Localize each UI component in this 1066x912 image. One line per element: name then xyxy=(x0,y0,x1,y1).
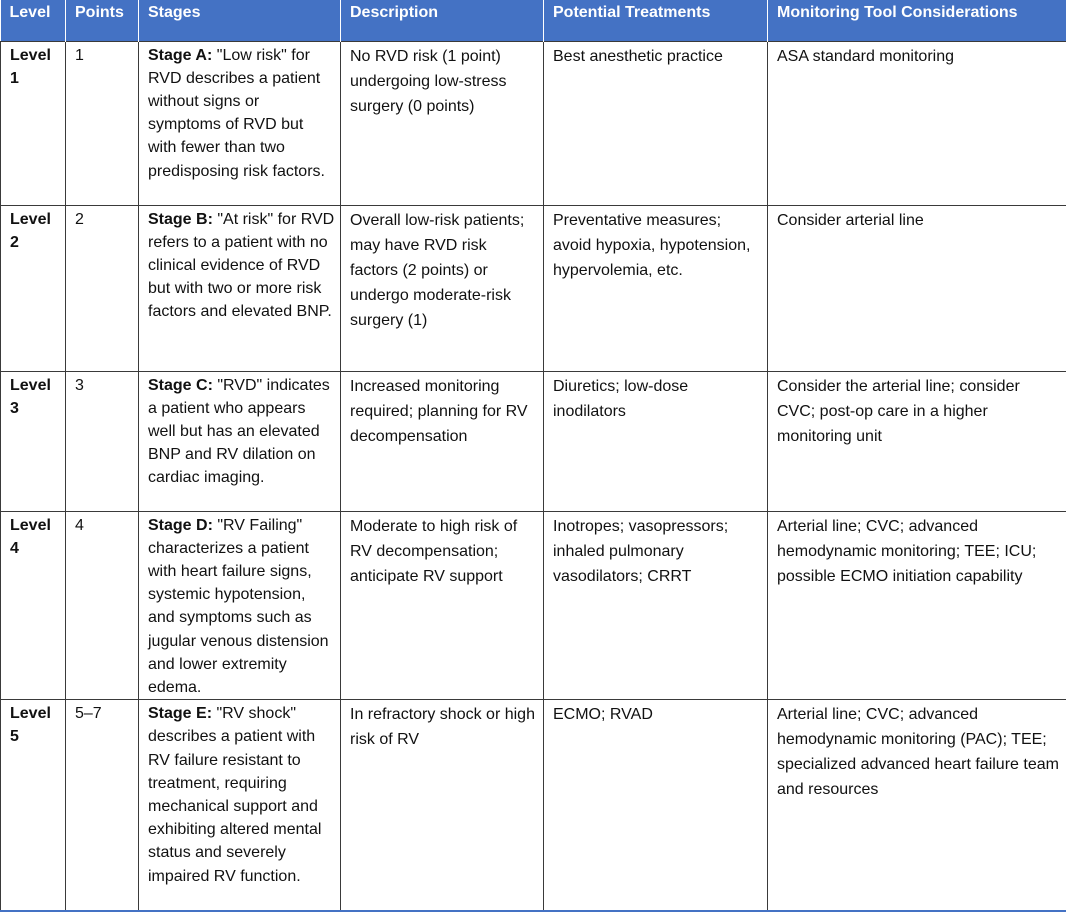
cell-treatments: Inotropes; vasopressors; inhaled pulmonary vasodilators; CRRT xyxy=(544,511,768,700)
cell-monitoring: Arterial line; CVC; advanced hemodynamic monitoring; TEE; ICU; possible ECMO initiation capability xyxy=(768,511,1066,700)
table-row xyxy=(1,511,1066,700)
cell-treatments: Diuretics; low-dose inodilators xyxy=(544,371,768,511)
header-monitoring: Monitoring Tool Considerations xyxy=(768,0,1066,41)
stage-text: "RV shock" describes a patient with RV failure resistant to treatment, requiring mechanical support and exhibiting altered mental status and severely impaired RV function. xyxy=(148,705,321,884)
stage-text: "At risk" for RVD refers to a patient with no clinical evidence of RVD but with two or more risk factors and elevated BNP. xyxy=(148,211,334,321)
table-row xyxy=(1,41,1066,205)
cell-description: Moderate to high risk of RV decompensation; anticipate RV support xyxy=(341,511,544,700)
cell-level: Level 2 xyxy=(1,205,66,371)
table-row xyxy=(1,700,1066,911)
cell-treatments: Preventative measures; avoid hypoxia, hypotension, hypervolemia, etc. xyxy=(544,205,768,371)
cell-description: Overall low-risk patients; may have RVD risk factors (2 points) or undergo moderate-risk surgery (1) xyxy=(341,205,544,371)
header-row xyxy=(1,0,1066,41)
cell-level: Level 3 xyxy=(1,371,66,511)
header-level: Level xyxy=(1,0,66,41)
stage-label: Stage D: xyxy=(148,517,213,534)
stage-label: Stage E: xyxy=(148,705,212,722)
cell-stage xyxy=(139,371,341,511)
cell-level: Level 5 xyxy=(1,700,66,911)
cell-stage xyxy=(139,511,341,700)
stage-label: Stage C: xyxy=(148,377,213,394)
cell-stage xyxy=(139,700,341,911)
cell-level: Level 1 xyxy=(1,41,66,205)
cell-description: No RVD risk (1 point) undergoing low-stress surgery (0 points) xyxy=(341,41,544,205)
stage-label: Stage B: xyxy=(148,211,213,228)
cell-points: 1 xyxy=(66,41,139,205)
cell-points: 4 xyxy=(66,511,139,700)
cell-treatments: ECMO; RVAD xyxy=(544,700,768,911)
stage-label: Stage A: xyxy=(148,47,212,64)
stage-text: "RV Failing" characterizes a patient with heart failure signs, systemic hypotension, and symptoms such as jugular venous distension and lower extremity edema. xyxy=(148,517,329,696)
cell-points: 2 xyxy=(66,205,139,371)
cell-treatments: Best anesthetic practice xyxy=(544,41,768,205)
cell-points: 3 xyxy=(66,371,139,511)
cell-level: Level 4 xyxy=(1,511,66,700)
cell-points: 5–7 xyxy=(66,700,139,911)
cell-stage xyxy=(139,41,341,205)
stage-text: "RVD" indicates a patient who appears well but has an elevated BNP and RV dilation on cardiac imaging. xyxy=(148,377,330,487)
header-stages: Stages xyxy=(139,0,341,41)
cell-monitoring: ASA standard monitoring xyxy=(768,41,1066,205)
header-treatments: Potential Treatments xyxy=(544,0,768,41)
cell-monitoring: Consider arterial line xyxy=(768,205,1066,371)
cell-monitoring: Arterial line; CVC; advanced hemodynamic monitoring (PAC); TEE; specialized advanced heart failure team and resources xyxy=(768,700,1066,911)
stage-text: "Low risk" for RVD describes a patient without signs or symptoms of RVD but with fewer than two predisposing risk factors. xyxy=(148,47,325,180)
cell-description: In refractory shock or high risk of RV xyxy=(341,700,544,911)
cell-description: Increased monitoring required; planning for RV decompensation xyxy=(341,371,544,511)
table-row xyxy=(1,371,1066,511)
header-description: Description xyxy=(341,0,544,41)
cell-stage xyxy=(139,205,341,371)
table-row xyxy=(1,205,1066,371)
header-points: Points xyxy=(66,0,139,41)
cell-monitoring: Consider the arterial line; consider CVC; post-op care in a higher monitoring unit xyxy=(768,371,1066,511)
